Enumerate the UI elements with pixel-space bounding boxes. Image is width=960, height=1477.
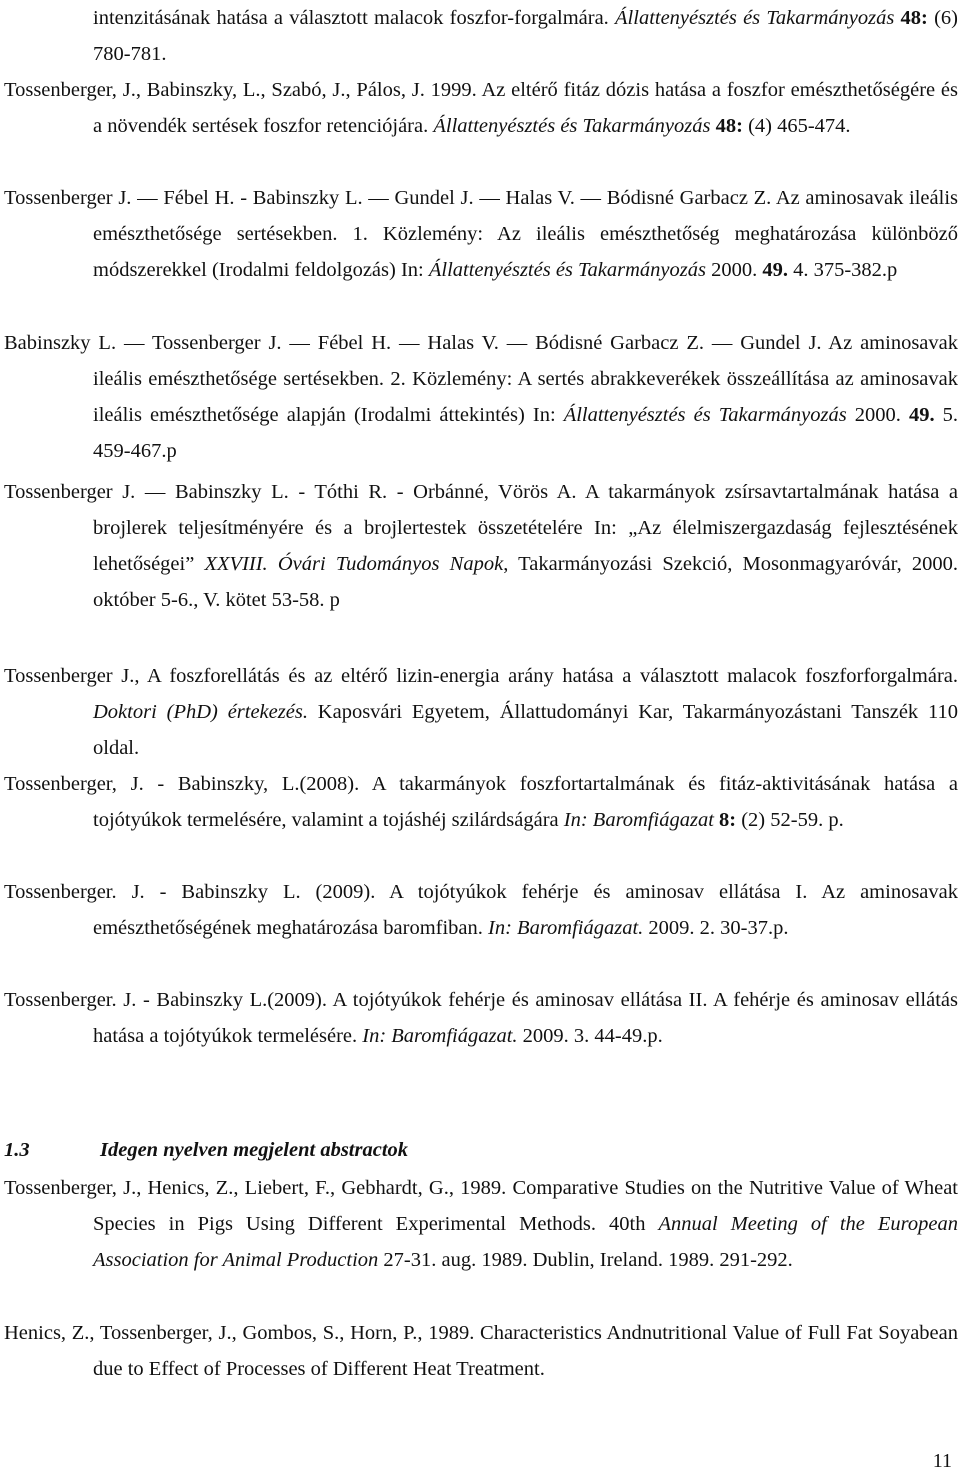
reference-text: Babinszky L. — Tossenberger J. — Fébel H. — Halas V. — Bódisné Garbacz Z. — Gundel J. Az aminosavak ileális emészthetősége sertésekben. 2. Közlemény: A sertés abrakkeverékek összeállítása az aminosavak ileális emészthetősége alapján (Irodalmi áttekintés) In: [4, 332, 958, 427]
reference-entry [4, 874, 958, 946]
reference-entry [4, 982, 958, 1054]
reference-italic-text: Állattenyésztés és Takarmányozás [433, 115, 711, 138]
reference-italic-text: Doktori (PhD) értekezés. [93, 701, 308, 724]
reference-text: 4. 375-382.p [787, 259, 898, 282]
reference-text: 27-31. aug. 1989. Dublin, Ireland. 1989. 291-292. [378, 1249, 793, 1272]
reference-entry [4, 72, 958, 144]
reference-text: 2000. [705, 259, 763, 282]
reference-text: 2009. 2. 30-37.p. [643, 917, 789, 940]
reference-entry [4, 0, 958, 72]
section-title: Idegen nyelven megjelent abstractok [100, 1139, 409, 1161]
reference-entry [4, 325, 958, 469]
reference-text: Tossenberger J. — Fébel H. - Babinszky L. — Gundel J. — Halas V. — Bódisné Garbacz Z. Az aminosavak ileális emészthetősége sertésekben. 1. Közlemény: Az ileális emészthetőség meghatározása különböző módszerekkel (Irodalmi feldolgozás) In: [4, 187, 958, 282]
reference-text: 2000. [846, 404, 909, 427]
reference-entry [4, 766, 958, 838]
reference-text: Tossenberger J. — Babinszky L. - Tóthi R. - Orbánné, Vörös A. A takarmányok zsírsavtartalmának hatása a brojlerek teljesítményére és a brojlertestek összetételére In: „Az élelmiszergazdaság fejlesztésének lehetőségei” [4, 481, 958, 576]
reference-text: 2009. 3. 44-49.p. [517, 1025, 663, 1048]
reference-text: Tossenberger, J. - Babinszky, L.(2008). A takarmányok foszfortartalmának és fitáz-aktivitásának hatása a tojótyúkok termelésére, valamint a tojáshéj szilárdságára [4, 773, 958, 832]
reference-entry [4, 1170, 958, 1278]
reference-italic-text: Állattenyésztés és Takarmányozás [563, 404, 847, 427]
reference-text: Tossenberger, J., Henics, Z., Liebert, F., Gebhardt, G., 1989. Comparative Studies on the Nutritive Value of Wheat Species in Pigs Using Different Experimental Methods. 40th [4, 1177, 958, 1236]
reference-entry [4, 474, 958, 618]
reference-entry [4, 658, 958, 766]
reference-entry [4, 1315, 958, 1387]
reference-italic-text: In: Baromfiágazat. [488, 917, 644, 940]
reference-text: (4) 465-474. [742, 115, 851, 138]
reference-italic-text: XXVIII. Óvári Tudományos Napok [204, 553, 504, 576]
reference-text: Kaposvári Egyetem, Állattudományi Kar, Takarmányozástani Tanszék 110 oldal. [93, 701, 958, 760]
reference-text: , Takarmányozási Szekció, Mosonmagyaróvár, 2000. október 5-6., V. kötet 53-58. p [93, 553, 959, 612]
reference-text: (6) 780-781. [93, 7, 958, 66]
reference-text: Tossenberger. J. - Babinszky L.(2009). A tojótyúkok fehérje és aminosav ellátása II. A fehérje és aminosav ellátás hatása a tojótyúkok termelésére. [4, 989, 958, 1048]
reference-italic-text: Annual Meeting of the European Association for Animal Production [93, 1213, 958, 1272]
reference-bold-text: 48: [715, 115, 743, 138]
reference-text: Henics, Z., Tossenberger, J., Gombos, S., Horn, P., 1989. Characteristics Andnutritional Value of Full Fat Soyabean due to Effect of Processes of Different Heat Treatment. [4, 1322, 958, 1381]
reference-text: intenzitásának hatása a választott malacok foszfor-forgalmára. [93, 7, 616, 29]
section-heading [4, 1135, 408, 1165]
reference-bold-text: 49. [762, 259, 788, 282]
section-number: 1.3 [4, 1139, 30, 1161]
reference-entry [4, 180, 958, 288]
reference-italic-text: Állattenyésztés és Takarmányozás [615, 7, 895, 29]
reference-text: Tossenberger J., A foszforellátás és az eltérő lizin-energia arány hatása a választott malacok foszforforgalmára. [4, 665, 958, 687]
reference-text: (2) 52-59. p. [736, 809, 844, 832]
reference-bold-text: 49. [908, 404, 935, 427]
reference-italic-text: In: Baromfiágazat. [362, 1025, 518, 1048]
page-number: 11 [932, 1450, 952, 1472]
reference-text: Tossenberger. J. - Babinszky L. (2009). A tojótyúkok fehérje és aminosav ellátása I. Az aminosavak emészthetőségének meghatározása baromfiban. [4, 881, 958, 940]
reference-italic-text: In: Baromfiágazat [563, 809, 714, 832]
reference-text: 5. 459-467.p [93, 404, 958, 463]
reference-bold-text: 48: [900, 7, 928, 29]
reference-italic-text: Állattenyésztés és Takarmányozás [428, 259, 706, 282]
reference-text: Tossenberger, J., Babinszky, L., Szabó, J., Pálos, J. 1999. Az eltérő fitáz dózis hatása a foszfor emészthetőségére és a növendék sertések foszfor retenciójára. [4, 79, 958, 138]
reference-bold-text: 8: [719, 809, 737, 832]
